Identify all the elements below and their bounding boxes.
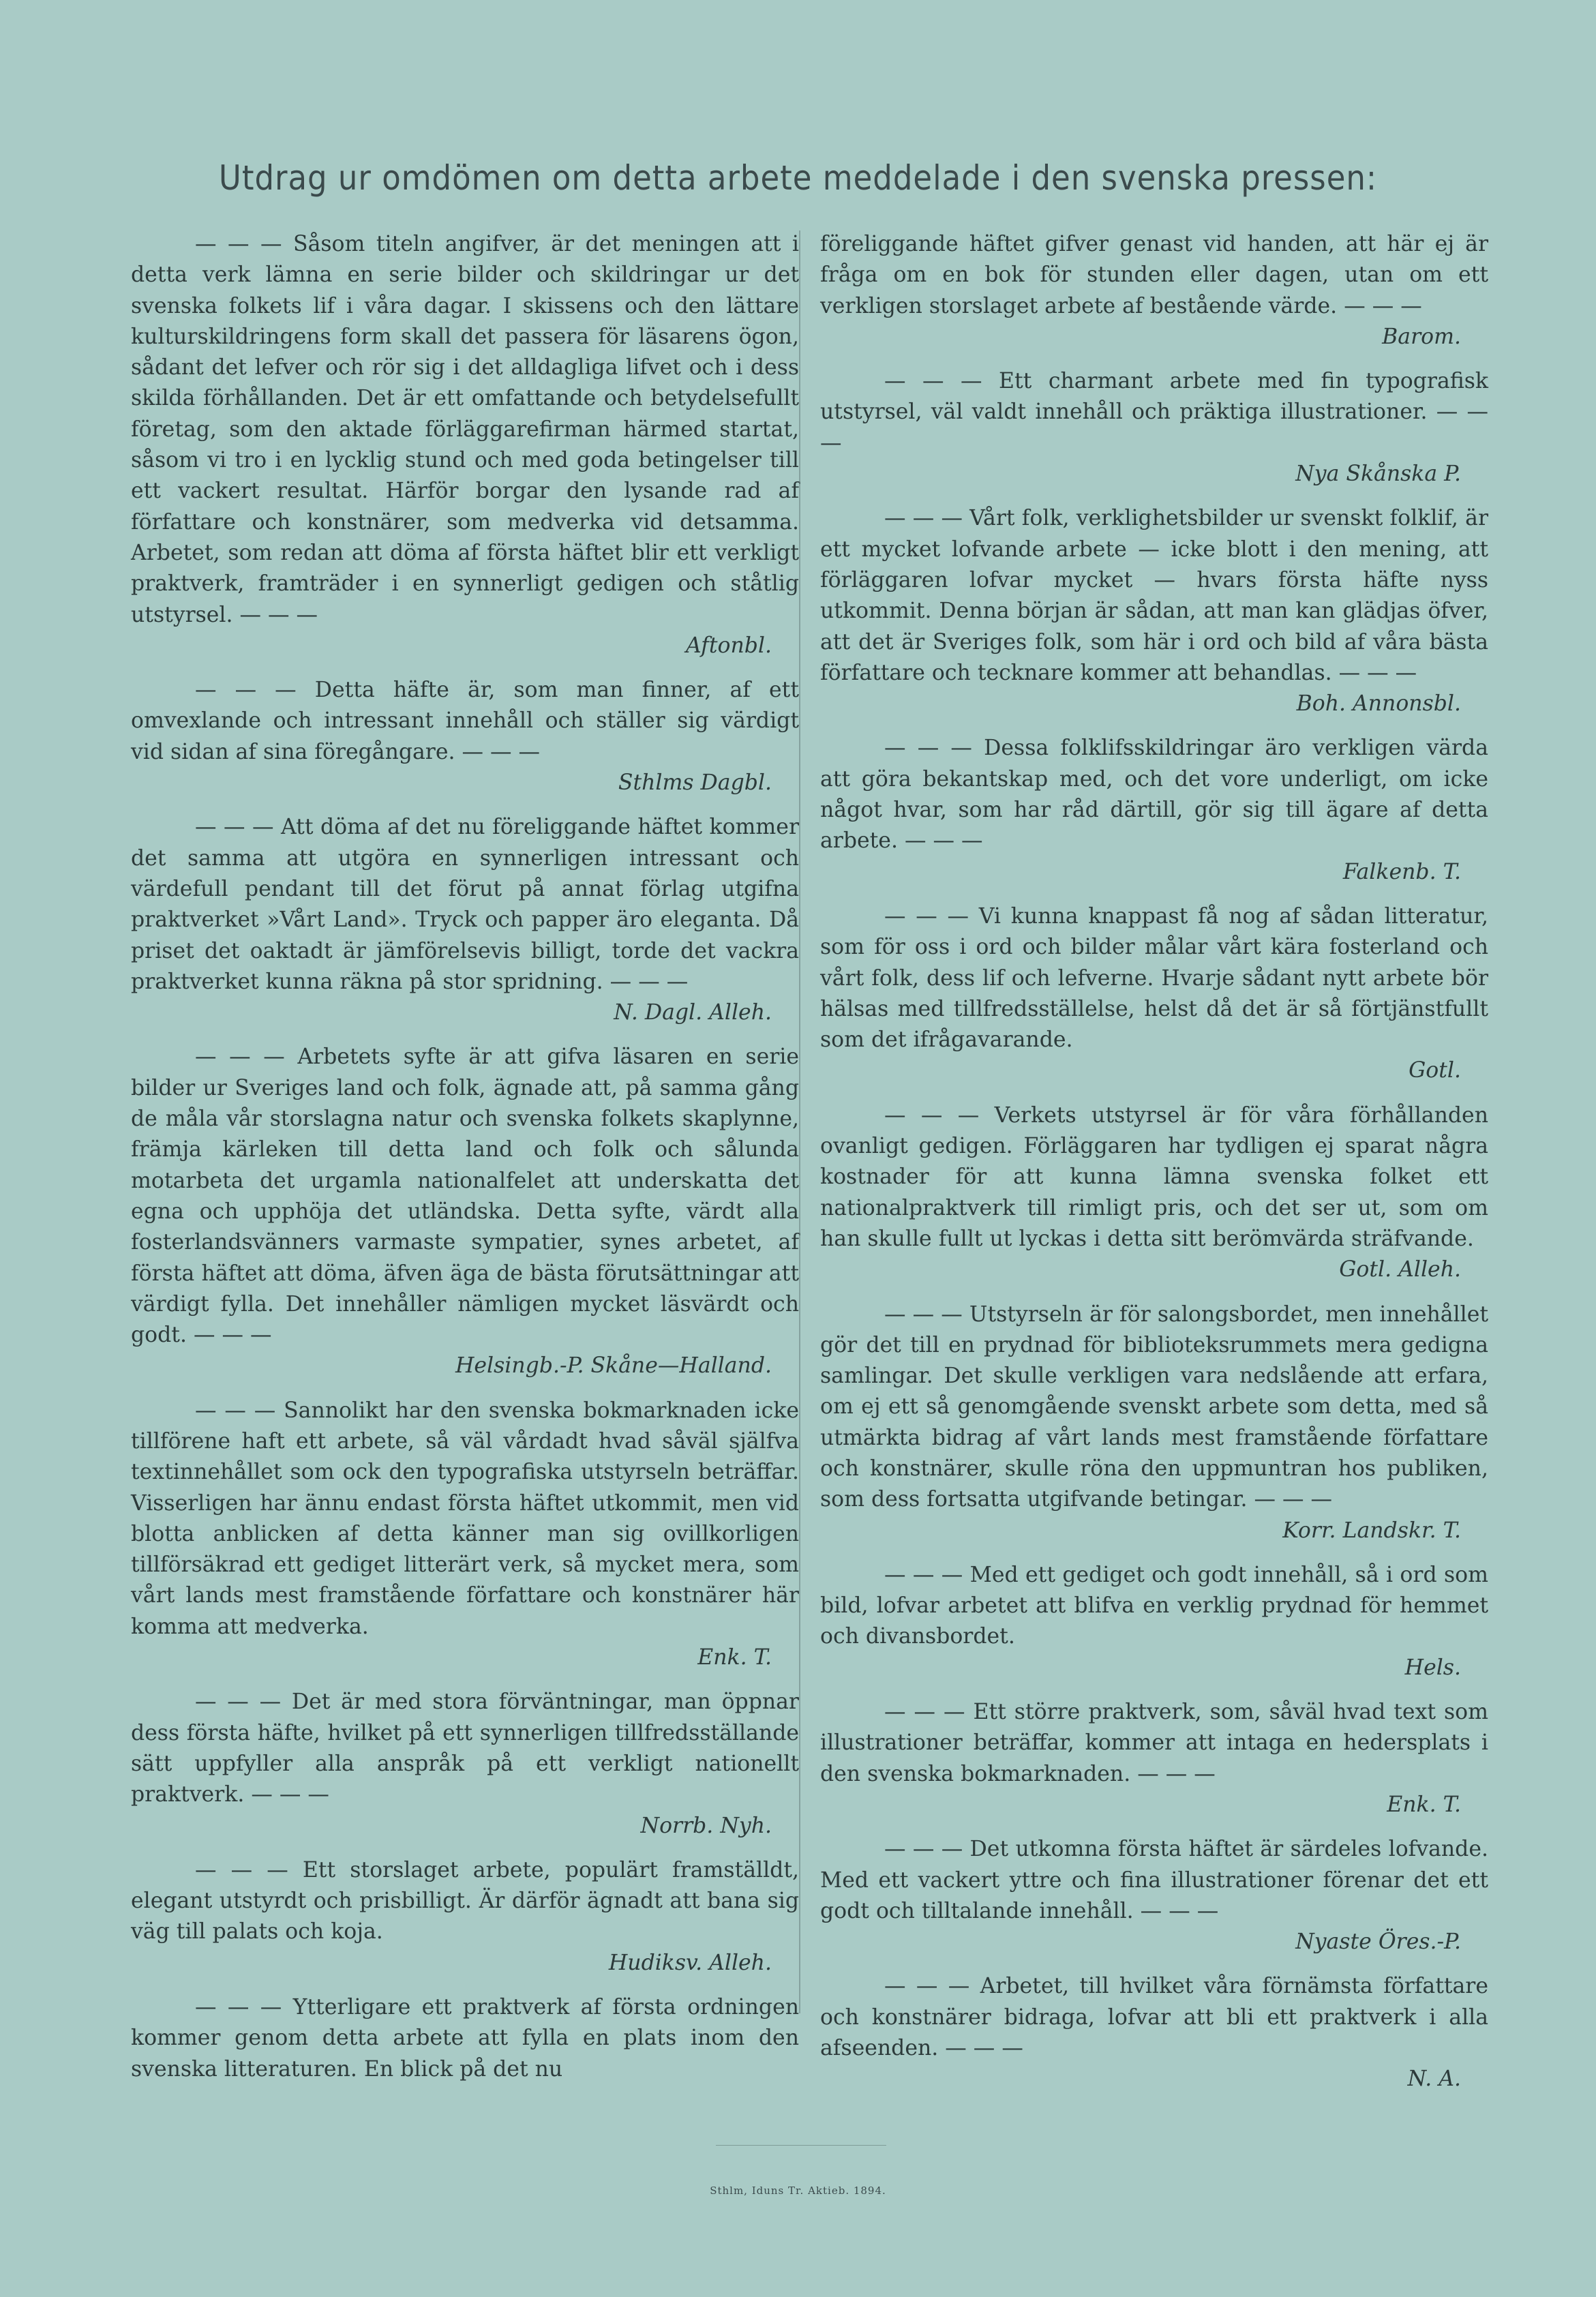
review-item: [131, 1042, 799, 1381]
review-item: [820, 366, 1488, 490]
review-text: — — — Verkets utstyrsel är för våra förhållanden ovanligt gedigen. Förläggaren har tydligen ej sparat några kostnader för att kunna lämna svenska folket ett nationalpraktverk till rimligt pris, och det ser ut, som om han skulle fullt ut lyckas i detta sitt berömvärda sträfvande.: [820, 1102, 1488, 1251]
review-text: — — — Arbetets syfte är att gifva läsaren en serie bilder ur Sveriges land och folk, ägnade att, på samma gång de måla vår storslagna natur och svenska folkets skaplynne, främja kärleken till detta land och folk och sålunda motarbeta det urgamla nationalfelet att underskatta det egna och upphöja det utländska. Detta syfte, värdt alla fosterlandsvänners varmaste sympatier, synes arbetet, af första häftet att döma, äfven äga de bästa förutsättningar att värdigt fylla. Det innehåller nämligen mycket läsvärdt och godt. — — —: [131, 1045, 799, 1348]
review-item: [820, 1300, 1488, 1546]
review-text: — — — Detta häfte är, som man finner, af ett omvexlande och intressant innehåll och ställer sig värdigt vid sidan af sina föregångare. — — —: [131, 678, 799, 764]
review-source: Enk. T.: [1387, 1792, 1461, 1817]
review-item: [820, 1834, 1488, 1957]
review-source: Gotl. Alleh.: [1339, 1257, 1461, 1282]
review-text: föreliggande häftet gifver genast vid handen, att här ej är fråga om en bok för stunden eller dagen, utan om ett verkligen storslaget arbete af bestående värde. — — —: [820, 232, 1488, 318]
page-title: Utdrag ur omdömen om detta arbete meddelade i den svenska pressen:: [218, 158, 1378, 198]
review-source: Hudiksv. Alleh.: [608, 1950, 772, 1975]
left-column: [131, 229, 799, 2099]
review-source: Nyaste Öres.-P.: [1295, 1930, 1461, 1955]
review-text: — — — Vi kunna knappast få nog af sådan litteratur, som för oss i ord och bilder målar vårt kära fosterland och vårt folk, dess lif och lefverne. Hvarje sådant nytt arbete bör hälsas med tillfredsställelse, helst då det är så förtjänstfullt som det ifrågavarande.: [820, 903, 1488, 1053]
printer-imprint: Sthlm, Iduns Tr. Aktieb. 1894.: [710, 2185, 886, 2197]
review-source: Enk. T.: [697, 1645, 772, 1670]
review-source: N. A.: [1407, 2067, 1461, 2092]
review-item: [131, 1855, 799, 1979]
review-source: Korr. Landskr. T.: [1282, 1518, 1461, 1543]
review-source: Gotl.: [1409, 1058, 1461, 1083]
column-divider: [799, 230, 800, 2013]
review-text: — — — Dessa folklifsskildringar äro verkligen värda att göra bekantskap med, och det vore underligt, om icke något hvar, som har råd därtill, gör sig till ägare af detta arbete. — — —: [820, 736, 1488, 854]
review-source: Boh. Annonsbl.: [1296, 691, 1461, 717]
review-item: [131, 229, 799, 661]
review-text: — — — Ett storslaget arbete, populärt framställdt, elegant utstyrdt och prisbilligt. Är därför ägnadt att bana sig väg till palats och koja.: [131, 1857, 799, 1945]
review-item: [131, 1687, 799, 1841]
review-source: Sthlms Dagbl.: [618, 770, 772, 796]
review-item: [820, 1100, 1488, 1286]
review-item: [820, 503, 1488, 719]
review-item: [820, 901, 1488, 1087]
review-text: — — — Arbetet, till hvilket våra förnämsta författare och konstnärer bidraga, lofvar att bli ett praktverk i alla afseenden. — — —: [820, 1974, 1488, 2061]
review-source: Barom.: [1382, 324, 1461, 349]
right-column: [820, 229, 1488, 2109]
review-text: — — — Det utkomna första häftet är särdeles lofvande. Med ett vackert yttre och fina illustrationer förenar det ett godt och tilltalande innehåll. — — —: [820, 1837, 1488, 1923]
review-text: — — — Utstyrseln är för salongsbordet, men innehållet gör det till en prydnad för biblioteksrummets mera gedigna samlingar. Det skulle verkligen vara nedslående att erfara, om ej ett så genomgående svenskt arbete som detta, med så utmärkta bidrag af vårt lands mest framstående författare och konstnärer, skulle röna den uppmuntran hos publiken, som dess fortsatta utgifvande betingar. — — —: [820, 1302, 1488, 1512]
review-source: Hels.: [1404, 1655, 1461, 1680]
review-item: [820, 1697, 1488, 1820]
review-source: Helsingb.-P. Skåne—Halland.: [455, 1353, 772, 1379]
review-source: Nya Skånska P.: [1295, 462, 1461, 487]
review-source: Falkenb. T.: [1342, 859, 1461, 884]
review-source: Norrb. Nyh.: [640, 1813, 772, 1838]
review-item: [131, 812, 799, 1028]
review-source: Aftonbl.: [685, 633, 772, 658]
review-text: — — — Vårt folk, verklighetsbilder ur svenskt folklif, är ett mycket lofvande arbete — icke blott i den mening, att förläggaren lofvar mycket — hvars första häfte nyss utkommit. Denna början är sådan, att man kan glädjas öfver, att det är Sveriges folk, som här i ord och bild af våra bästa författare och tecknare kommer att behandlas. — — —: [820, 506, 1488, 685]
review-text: — — — Ytterligare ett praktverk af första ordningen kommer genom detta arbete att fylla en plats inom den svenska litteraturen. En blick på det nu: [131, 1995, 799, 2082]
review-text: — — — Sannolikt har den svenska bokmarknaden icke tillförene haft ett arbete, så väl vårdadt hvad såväl själfva textinnehållet som ock den typografiska utstyrseln beträffar. Visserligen har ännu endast första häftet utkommit, men vid blotta anblicken af detta känner man sig ovillkorligen tillförsäkrad ett gediget litterärt verk, så mycket mera, som vårt lands mest framstående författare och konstnärer här komma att medverka.: [131, 1398, 799, 1639]
review-text: — — — Såsom titeln angifver, är det meningen att i detta verk lämna en serie bilder och skildringar ur det svenska folkets lif i våra dagar. I skissens och den lättare kulturskildringens form skall det passera för läsarens ögon, sådant det lefver och rör sig i det alldagliga lifvet och i dess skilda förhållanden. Det är ett omfattande och betydelsefullt företag, som den aktade förläggarefirman härmed startat, såsom vi tro i en lycklig stund och med goda betingelser till ett vackert resultat. Härför borgar den lysande rad af författare och konstnärer, som medverka vid detsamma. Arbetet, som redan att döma af första häftet blir ett verkligt praktverk, framträder i en synnerligt gedigen och ståtlig utstyrsel. — — —: [131, 232, 799, 627]
review-text: — — — Med ett gediget och godt innehåll, så i ord som bild, lofvar arbetet att blifva en verklig prydnad för hemmet och divansbordet.: [820, 1562, 1488, 1649]
review-item: [820, 733, 1488, 887]
review-text: — — — Ett större praktverk, som, såväl hvad text som illustrationer beträffar, kommer att intaga en hedersplats i den svenska bokmarknaden. — — —: [820, 1700, 1488, 1786]
review-text: — — — Att döma af det nu föreliggande häftet kommer det samma att utgöra en synnerligen intressant och värdefull pendant till det förut på annat förlag utgifna praktverket »Vårt Land». Tryck och papper äro eleganta. Då priset det oaktadt är jämförelsevis billigt, torde det vackra praktverket kunna räkna på stor spridning. — — —: [131, 815, 799, 994]
review-item: [820, 229, 1488, 352]
review-text: — — — Det är med stora förväntningar, man öppnar dess första häfte, hvilket på ett synnerligen tillfredsställande sätt uppfyller alla anspråk på ett verkligt nationellt praktverk. — — —: [131, 1690, 799, 1807]
review-source: N. Dagl. Alleh.: [614, 1000, 772, 1025]
review-item: [820, 1560, 1488, 1683]
review-item: [131, 1396, 799, 1674]
review-item: [131, 675, 799, 798]
review-item: [131, 1992, 799, 2085]
review-text: — — — Ett charmant arbete med fin typografisk utstyrsel, väl valdt innehåll och präktiga illustrationer. — — —: [820, 369, 1488, 455]
footer-rule: [716, 2145, 886, 2146]
review-item: [820, 1971, 1488, 2095]
